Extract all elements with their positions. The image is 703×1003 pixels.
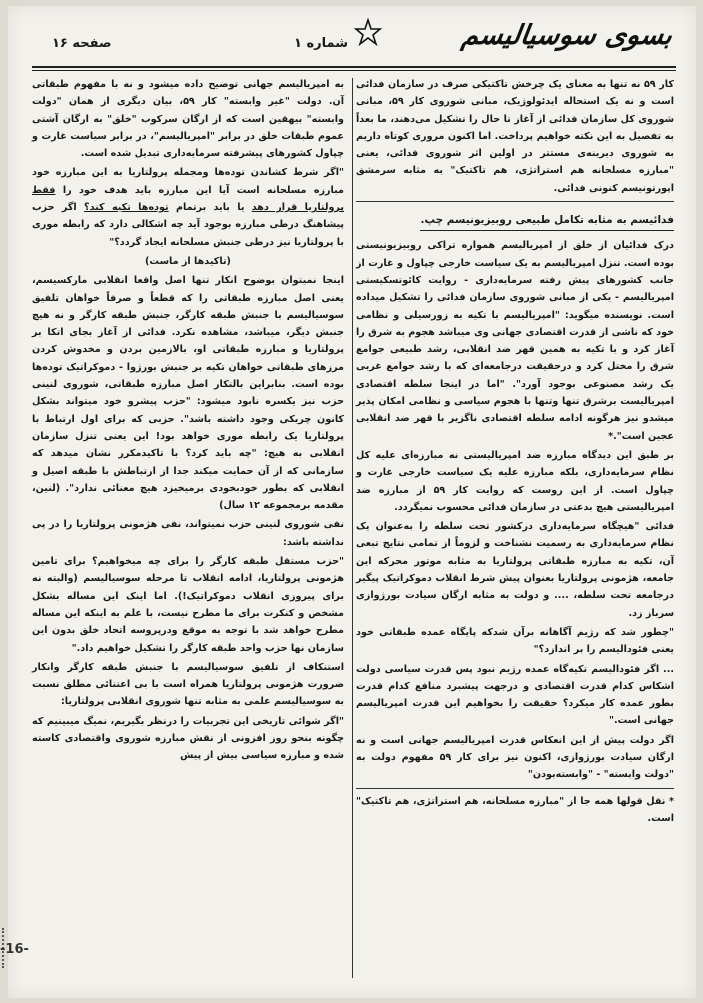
emphasis-note: (تاکیدها از ماست) [145, 255, 231, 267]
left-quote-block [32, 164, 344, 250]
handwritten-page-number: -16- [0, 942, 29, 957]
left-paragraph-1: به امپریالیسم جهانی توضیح داده میشود و نه با مفهوم طبقاتی آن. دولت "غیر وابسته" کار ۵۹، بیان دیگری از همان "دولت وابسته" بیهقین است که از ارگان سرکوب "خلق" به ارگان آشتی عموم طبقات خلق در برابر "امپریالیسم"، در برابر سیاست غارت و چپاول کشورهای پیشرفته سرمایه‌داری تبدیل شده است. [32, 79, 344, 160]
section-divider [356, 201, 674, 202]
left-paragraph-5: استنکاف از تلفیق سوسیالیسم با جنبش طبقه کارگر وانکار ضرورت هژمونی پرولتاریا همراه است با بی اعتنائی مطلق نسبت به سوسیالیسم علمی به مثابه تنها شوروی انقلابی پرولتاریا: [32, 661, 344, 708]
left-quote-emphasis-1: فقط پرولتاریا قرار دهد [32, 184, 344, 214]
left-paragraph-4: نفی شوروی لنینی حزب نمیتواند، نفی هژمونی پرولتاریا را در پی نداشته باشد: [32, 519, 344, 548]
column-divider [352, 78, 353, 978]
left-quote-emphasis-2: توده‌ها تکیه کند؟ [84, 202, 169, 214]
left-paragraph-3: اینجا نمیتوان بوضوح انکار تنها اصل واقعا انقلابی مارکسیسم، یعنی اصل مبارزه طبقاتی را که قطعاً و صرفاً خواهان تلفیق سوسیالیسم با جنبش طبقه کارگر، جنبش طبقه کارگر و نه هیچ جنبش دیگر، میباشد، مشاهده نکرد. فدائی از آغاز بجای اتکا بر پرولتاریا و مبارزه طبقاتی او، بالازمین بردن و مخدوش کردن مرزهای طبقاتی خواهان تکیه بر جنبش بورژوا - دموکراتیک توده‌ها بوده است. بنابراین بالتکار اصل مبارزه طبقاتی، شوروی لنینی حزب نیز یکسره نابود میشود: "حزب پیشرو خود میتواند بشکل کانون چریکی وجود داشته باشد". حزبی که برای اول ارتباط با پرولتاریا یک رابطه موری خواهد بود! این یعنی تنزل سازمان انقلابی به هیچ: "چه باید کرد؟ با تاکیدمکرر نشان میدهد که سازمانی که از آن حمایت میکند جدا از ارتباطش با طبقه اصیل و انقلابی که بطور خودبخودی برمیخیزد هیچ معنائی ندارد". (لنین، مقدمه برمجموعه ۱۲ سال) [32, 275, 344, 512]
footnote-divider [356, 788, 674, 789]
header-rule [32, 66, 676, 68]
masthead-title: بسوی سوسیالیسم [459, 20, 675, 51]
left-quote-part-b: یا باید برتمام [175, 202, 245, 214]
right-quote-1: "چطور شد که رژیم آگاهانه برآن شدکه پایگاه عمده طبقاتی خود یعنی فئودالیسم را بر اندازد؟" [356, 626, 674, 656]
star-icon [354, 18, 382, 46]
right-paragraph-3: فدائی "هیچگاه سرمایه‌داری درکشور تحت سلطه را به‌عنوان یک نظام سرمایه‌داری به رسمیت نشناخت و لزوماً از تمامی نتایج تبعی آن، تکیه به مبارزه طبقاتی پرولتاریا به مثابه موتور محرکه این جامعه، هژمونی پرولتاریا بعنوان پیش شرط انقلاب دموکراتیک پیگیر درجامعه تحت سلطه، .... و دولت به مثابه ارگان سیادت بورژوازی سرباز زد. [356, 521, 674, 619]
page-number: صفحه ۱۶ [52, 36, 112, 51]
left-column [32, 76, 344, 767]
left-quote-part-c: اگر حزب پیشاهنگ درطی مبارزه بوجود آید چه اشکالی دارد که رابطه موری با پرولتاریا نیز درطی جنبش مسلحانه ایجاد گردد؟" [32, 202, 344, 248]
right-quote-2: ... اگر فئودالیسم تکیه‌گاه عمده رژیم نبود پس قدرت سیاسی دولت اشکاس کدام قدرت اقتصادی و درجهت پیشبرد منافع کدام قدرت بطور عمده کار میکرد؟ حقیقت را بخواهیم این قدرت امپریالیسم جهانی است." [356, 663, 674, 727]
issue-number: شماره ۱ [293, 36, 348, 51]
right-intro-paragraph: کار ۵۹ نه تنها به معنای یک چرخش تاکتیکی صرف در سازمان فدائی است و نه یک استحاله ایدئولوژیک، مبانی شوروی کار ۵۹، مبانی شوروی کل سازمان فدائی از آغاز تا حال را تشکیل می‌دهند، ما بعداً به تفصیل به این نکته خواهیم پرداخت. اما اکنون مروری کوتاه داریم به شوروی دیرینه‌ی مستتر در اولین اثر شوروی فدائی، یعنی "مبارزه مسلحانه هم استراتژی، هم تاکتیک" به مثابه سرمشق اپورتونیسم کنونی فدائی. [356, 79, 674, 194]
right-paragraph-2: بر طبق این دیدگاه مبارزه ضد امپریالیستی نه مبارزه‌ای علیه کل نظام سرمایه‌داری، بلکه مبارزه علیه یک سیاست خارجی غارت و چپاول است. از این روست که روایت کار ۵۹ از مبارزه ضد امپریالیستی هیچ بدعتی در سازمان فدائی محسوب نمیگردد. [356, 449, 675, 513]
right-paragraph-4: اگر دولت پیش از این انعکاس قدرت امپریالیسم جهانی است و نه ارگان سیادت بورژوازی، اکنون نیز برای کار ۵۹ مفهوم دولت به "دولت وابسته" - "وابسته‌بودن" [356, 734, 674, 781]
header-rule-thin [32, 70, 676, 71]
left-quote-2: "اگر شوائی تاریخی این تجربیات را درنظر بگیریم، نمیگ میبینیم که چگونه بنحو روز افزونی از نقش مبارزه شوروی واقتصادی کاسته شده و مبارزه سیاسی بیش از پیش [32, 715, 344, 762]
footnote: * نقل قولها همه جا از "مبارزه مسلحانه، هم استراتژی، هم تاکتیک" است. [356, 795, 674, 824]
newspaper-page [8, 6, 696, 998]
left-quote-part-a: "اگر شرط کشاندن توده‌ها ومجمله پرولتاریا به این مبارزه خود مبارزه مسلحانه است آیا این مبارزه باید هدف خود را [32, 167, 344, 196]
right-paragraph-1: درک فدائیان از خلق از امپریالیسم همواره تراکی روبیزیونیستی بوده است. تنزل امپریالیسم به یک سیاست خارجی چپاول و غارت از جانب کشورهای پیش رفته سرمایه‌داری - روایت کائوتسکیستی امپریالیسم - یکی از مبانی شوروی سازمان فدائی را تشکیل میداده است. نویسنده میگوید: "امپریالیسم با تکیه به زورسیلی و نظامی خود که ناشی از قدرت اقتصادی جهانی وی میباشد هجوم به شرق را آغاز کرد و با تکیه به همین قهر ضد انقلابی، رشد طبیعی جوامع شرق را مختل کرد و درحقیقت درجامعه‌ای که با رشد جوامع غربی یک رشد مصنوعی بوجود آورد". "اما در اینجا سلطه اقتصادی امپریالیست برشرق تنها وتنها با هجوم سیاسی و نظامی امکان پذیر میشدو نیز هرگونه ادامه سلطه اقتصادی ناگزیر با قهر ضد انقلابی عجین است".* [356, 240, 674, 442]
section-heading: فدائیسم به مثابه تکامل طبیعی روبیزیونیسم چپ. [420, 212, 674, 231]
masthead [30, 16, 678, 64]
right-column [356, 76, 674, 829]
left-quote-1: "حزب مستقل طبقه کارگر را برای چه میخواهیم؟ برای تامین هژمونی پرولتاریا، ادامه انقلاب تا مرحله سوسیالیسم (والبته نه برای پیروزی انقلاب دموکراتیک!). اما اینک این مساله بشکل مشخص و کنکرت برای ما مطرح نیست، با علم به اینکه این مساله مطرح خواهد شد با توجه به موقع ودرپروسه اتحاد خلق بدون این سازمان نها حزب واحد طبقه کارگر را تشکیل خواهیم داد." [32, 556, 344, 654]
